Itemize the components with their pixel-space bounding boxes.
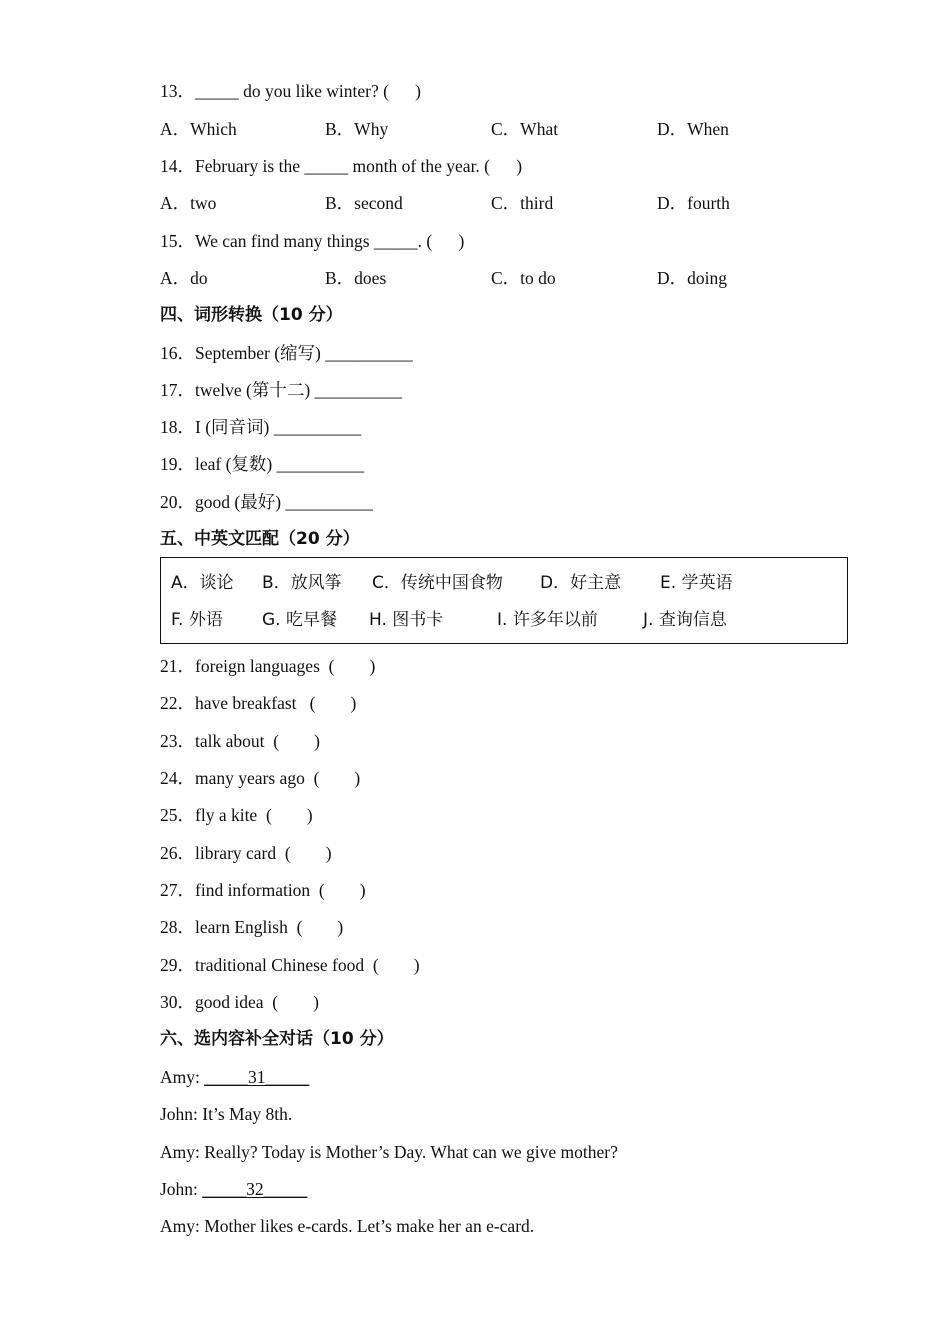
question-15-options bbox=[160, 267, 860, 289]
question-28: 28．learn English ( ) bbox=[160, 917, 344, 937]
match-option-a: A．谈论 bbox=[171, 573, 234, 593]
match-option-h: H. 图书卡 bbox=[369, 610, 444, 630]
option-a: A．two bbox=[160, 193, 217, 213]
option-b: B．Why bbox=[325, 119, 389, 139]
option-c: C．What bbox=[491, 119, 559, 139]
dialog-line-4 bbox=[160, 1178, 307, 1200]
question-15: 15．We can find many things _____. ( ) bbox=[160, 231, 465, 251]
question-14-options bbox=[160, 192, 860, 214]
match-option-e: E. 学英语 bbox=[660, 573, 733, 593]
blank-31: _____31_____ bbox=[204, 1067, 310, 1087]
dialog-line-5: Amy: Mother likes e-cards. Let’s make her an e-card. bbox=[160, 1216, 535, 1236]
option-b: B．does bbox=[325, 268, 387, 288]
option-a: A．do bbox=[160, 268, 208, 288]
speaker-john: John: bbox=[160, 1179, 203, 1199]
question-17: 17．twelve (第十二) __________ bbox=[160, 380, 403, 400]
question-16: 16．September (缩写) __________ bbox=[160, 343, 413, 363]
question-20: 20．good (最好) __________ bbox=[160, 492, 373, 512]
section-5-heading: 五、中英文匹配（20 分） bbox=[160, 529, 360, 549]
question-22: 22．have breakfast ( ) bbox=[160, 693, 357, 713]
dialog-line-1 bbox=[160, 1066, 309, 1088]
option-b: B．second bbox=[325, 193, 403, 213]
option-d: D．doing bbox=[657, 268, 727, 288]
match-option-i: I. 许多年以前 bbox=[497, 610, 598, 630]
question-25: 25．fly a kite ( ) bbox=[160, 805, 313, 825]
match-option-c: C．传统中国食物 bbox=[372, 573, 503, 593]
question-13-options bbox=[160, 118, 860, 140]
question-24: 24．many years ago ( ) bbox=[160, 768, 361, 788]
option-d: D．When bbox=[657, 119, 729, 139]
match-option-j: J. 查询信息 bbox=[643, 610, 727, 630]
section-6-heading: 六、选内容补全对话（10 分） bbox=[160, 1029, 394, 1049]
question-23: 23．talk about ( ) bbox=[160, 731, 320, 751]
dialog-line-2: John: It’s May 8th. bbox=[160, 1104, 293, 1124]
question-18: 18．I (同音词) __________ bbox=[160, 417, 362, 437]
option-a: A．Which bbox=[160, 119, 237, 139]
question-13: 13．_____ do you like winter? ( ) bbox=[160, 81, 421, 101]
question-14: 14．February is the _____ month of the year. ( ) bbox=[160, 156, 523, 176]
question-30: 30．good idea ( ) bbox=[160, 992, 319, 1012]
match-option-b: B．放风筝 bbox=[262, 573, 342, 593]
dialog-line-3: Amy: Really? Today is Mother’s Day. What can we give mother? bbox=[160, 1142, 618, 1162]
question-29: 29．traditional Chinese food ( ) bbox=[160, 955, 420, 975]
question-21: 21．foreign languages ( ) bbox=[160, 656, 376, 676]
question-26: 26．library card ( ) bbox=[160, 843, 332, 863]
match-option-g: G. 吃早餐 bbox=[262, 610, 337, 630]
question-19: 19．leaf (复数) __________ bbox=[160, 454, 365, 474]
blank-32: _____32_____ bbox=[202, 1179, 308, 1199]
matching-options-box bbox=[160, 557, 848, 644]
option-c: C．to do bbox=[491, 268, 556, 288]
match-option-d: D．好主意 bbox=[540, 573, 622, 593]
option-d: D．fourth bbox=[657, 193, 730, 213]
match-option-f: F. 外语 bbox=[171, 610, 223, 630]
question-27: 27．find information ( ) bbox=[160, 880, 366, 900]
speaker-amy: Amy: bbox=[160, 1067, 205, 1087]
option-c: C．third bbox=[491, 193, 554, 213]
section-4-heading: 四、词形转换（10 分） bbox=[160, 305, 343, 325]
